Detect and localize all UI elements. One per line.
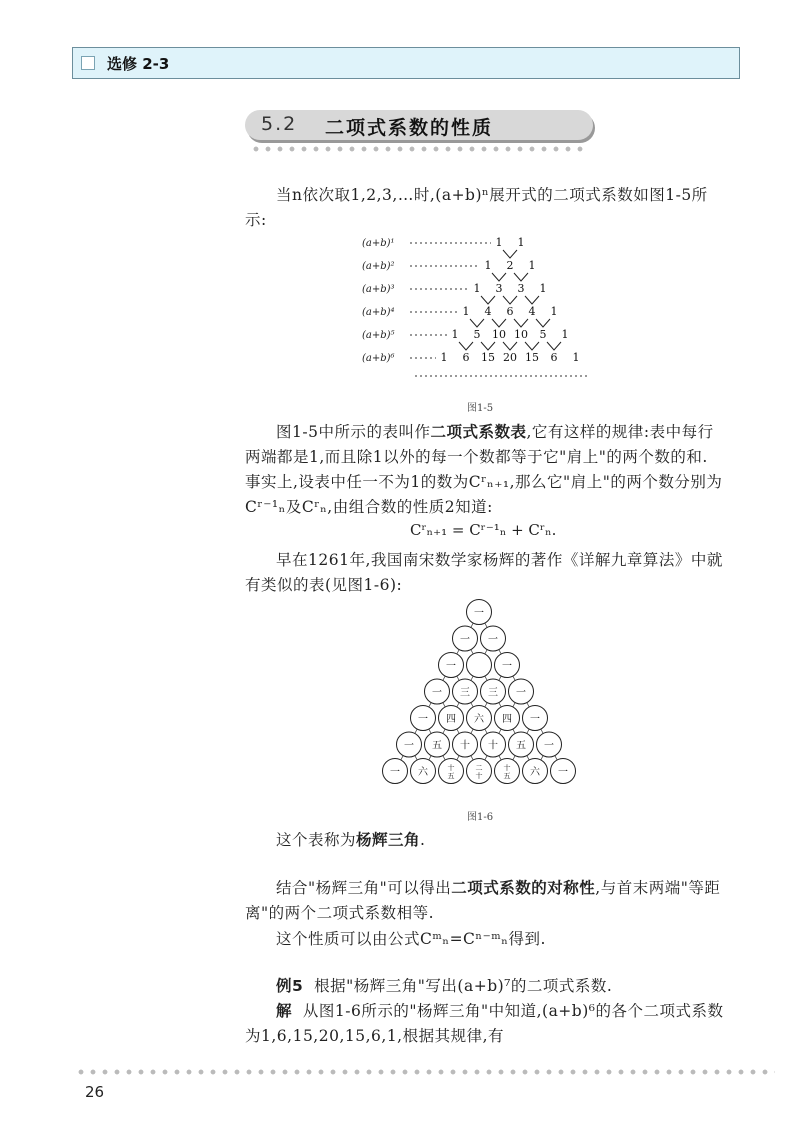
term-yang-hui-triangle: 杨辉三角 [356,831,421,849]
coefficient-value: 1 [539,282,547,295]
footer-dotted-divider [75,1069,775,1075]
coefficient-value: 10 [514,328,528,341]
cell-numeral: 四 [502,714,512,725]
cell-numeral: 三 [488,687,498,699]
intro-paragraph: 当n依次取1,2,3,…时,(a+b)ⁿ展开式的二项式系数如图1-5所示: [245,186,708,229]
solution-paragraph [245,999,725,1049]
triangle-cell [467,653,492,678]
cell-numeral: 四 [446,714,456,725]
coefficient-value: 4 [528,305,536,318]
cell-numeral: 一 [446,661,456,672]
cell-numeral: 三 [460,687,470,699]
cell-numeral: 一 [418,714,428,725]
sum-connector [547,342,561,350]
cell-numeral: 五 [432,740,442,752]
coefficient-value: 1 [517,236,525,249]
binomial-coefficient-table [360,232,620,380]
coefficient-value: 5 [473,328,481,341]
cell-numeral: 六 [418,767,428,778]
cell-numeral: 一 [390,767,400,778]
para5-prefix: 结合"杨辉三角"可以得出 [276,879,452,897]
coefficient-value: 1 [572,351,580,364]
cell-numeral: 一 [530,714,540,725]
coefficient-value: 6 [506,305,514,318]
example-text: 根据"杨辉三角"写出(a+b)⁷的二项式系数. [314,977,613,995]
section-title [245,110,593,140]
section-number: 5.2 [261,113,298,135]
para4-prefix: 这个表称为 [276,831,357,849]
row-label: (a+b)⁵ [362,330,395,341]
cell-numeral: 一 [404,740,414,752]
sum-connector [481,296,495,304]
para5-rest: ,与首末两端"等距离"的两个二项式系数相等. [245,879,721,922]
cell-numeral: 一 [474,608,484,619]
coefficient-value: 1 [484,259,492,272]
cell-numeral: 五 [516,740,526,752]
coefficient-value: 4 [484,305,492,318]
coefficient-value: 3 [495,282,503,295]
cell-numeral: 一 [502,661,512,672]
coefficient-value: 6 [550,351,558,364]
cell-numeral: 十 [503,764,511,772]
coefficient-value: 6 [462,351,470,364]
example-5 [245,974,725,999]
para4-suffix: . [420,831,426,849]
cell-numeral: 一 [460,634,470,646]
page-number: 26 [85,1083,105,1101]
coefficient-value: 1 [561,328,569,341]
sum-connector [525,296,539,304]
solution-label: 解 [276,1002,293,1020]
sum-connector [514,273,528,281]
example-label: 例5 [276,977,304,995]
symmetry-paragraph [245,876,725,926]
yang-hui-triangle [368,598,590,796]
row-label: (a+b)¹ [362,238,395,249]
section-dotted-divider [250,146,586,152]
coefficient-value: 1 [473,282,481,295]
coefficient-value: 1 [462,305,470,318]
sum-connector [503,342,517,350]
term-binomial-table: 二项式系数表 [430,423,527,441]
cell-numeral: 五 [503,772,511,780]
sum-connector [503,250,517,258]
coefficient-value: 1 [550,305,558,318]
cell-numeral: 十 [460,740,470,752]
sum-connector [503,296,517,304]
cell-numeral: 五 [447,772,455,780]
coefficient-value: 1 [528,259,536,272]
chapter-header-bar [72,47,740,79]
coefficient-table-paragraph [245,420,725,520]
row-label: (a+b)⁴ [362,307,395,318]
cell-numeral: 一 [488,634,498,646]
coefficient-value: 1 [495,236,503,249]
cell-numeral: 六 [474,714,484,725]
section-name: 二项式系数的性质 [325,117,494,139]
coefficient-value: 2 [506,259,514,272]
sum-connector [525,342,539,350]
cell-numeral: 十 [447,764,455,772]
sum-connector [536,319,550,327]
recurrence-formula: Cʳₙ₊₁ = Cʳ⁻¹ₙ + Cʳₙ. [410,521,557,539]
sum-connector [470,319,484,327]
sum-connector [481,342,495,350]
cell-numeral: 一 [432,687,442,699]
figure-1-5-caption: 图1-5 [467,403,494,414]
sum-connector [459,342,473,350]
para2-prefix: 图1-5中所示的表叫作 [276,423,431,441]
coefficient-value: 1 [440,351,448,364]
header-square-icon [81,56,95,70]
row-label: (a+b)³ [362,284,395,295]
coefficient-value: 20 [503,351,517,364]
coefficient-value: 3 [517,282,525,295]
sum-connector [492,273,506,281]
cell-numeral: 十 [488,740,498,752]
cell-numeral: 一 [558,767,568,778]
row-label: (a+b)² [362,261,395,272]
cell-numeral: 二 [475,764,483,772]
sum-connector [492,319,506,327]
sum-connector [514,319,528,327]
coefficient-value: 10 [492,328,506,341]
yang-hui-name-paragraph [245,828,725,853]
solution-text: 从图1-6所示的"杨辉三角"中知道,(a+b)⁶的各个二项式系数为1,6,15,20,15,6,1,根据其规律,有 [245,1002,724,1045]
yang-hui-history-paragraph: 早在1261年,我国南宋数学家杨辉的著作《详解九章算法》中就有类似的表(见图1-6): [245,551,723,594]
cell-numeral: 一 [516,687,526,699]
coefficient-value: 5 [539,328,547,341]
coefficient-value: 15 [481,351,495,364]
term-symmetry: 二项式系数的对称性 [451,879,596,897]
para2-rest: ,它有这样的规律:表中每行两端都是1,而且除1以外的每一个数都等于它"肩上"的两个数的和. 事实上,设表中任一不为1的数为Cʳₙ₊₁,那么它"肩上"的两个数分别为Cʳ⁻¹ₙ及Cʳₙ,由组合数的性质2知道: [245,423,723,516]
symmetry-formula-paragraph: 这个性质可以由公式Cᵐₙ=Cⁿ⁻ᵐₙ得到. [276,930,546,948]
cell-numeral: 十 [475,772,483,780]
coefficient-value: 1 [451,328,459,341]
figure-1-6-caption: 图1-6 [467,812,494,823]
coefficient-value: 15 [525,351,539,364]
cell-numeral: 一 [544,740,554,752]
header-label: 选修 2-3 [107,55,170,73]
cell-numeral: 六 [530,767,540,778]
row-label: (a+b)⁶ [362,353,395,364]
